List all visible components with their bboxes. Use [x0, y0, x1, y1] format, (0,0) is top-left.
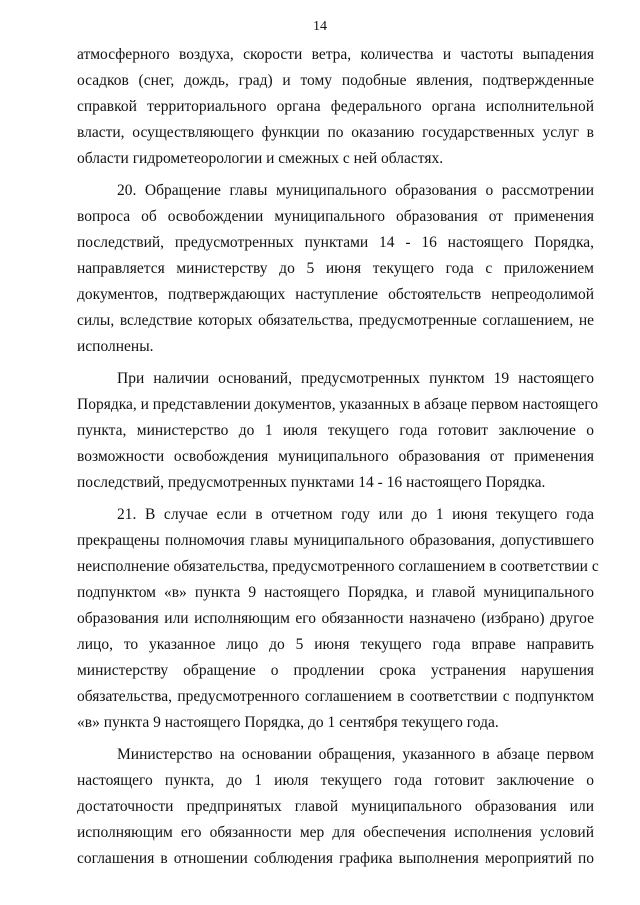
text-line: неисполнение обязательства, предусмотренного соглашением в соответствии с: [77, 558, 599, 575]
text-line: пункта, министерство до 1 июля текущего года готовит заключение о: [77, 422, 594, 439]
text-line: 20. Обращение главы муниципального образования о рассмотрении: [117, 182, 594, 199]
document-body: [77, 42, 599, 872]
text-line: области гидрометеорологии и смежных с ней областях.: [77, 150, 444, 167]
text-line: осадков (снег, дождь, град) и тому подобные явления, подтвержденные: [77, 72, 594, 89]
paragraph-continuation: [77, 42, 594, 172]
text-line: подпунктом «в» пункта 9 настоящего Порядка, и главой муниципального: [77, 584, 594, 601]
text-line: «в» пункта 9 настоящего Порядка, до 1 сентября текущего года.: [77, 714, 499, 731]
text-line: прекращены полномочия главы муниципального образования, допустившего: [77, 532, 594, 549]
text-line: исполнены.: [77, 338, 154, 355]
text-line: власти, осуществляющего функции по оказанию государственных услуг в: [77, 124, 594, 141]
text-line: исполняющим его обязанности мер для обеспечения исполнения условий: [77, 824, 594, 841]
text-line: соглашения в отношении соблюдения графика выполнения мероприятий по: [77, 850, 594, 867]
text-line: вопроса об освобождении муниципального образования от применения: [77, 208, 594, 225]
paragraph-item-21-second: [77, 742, 594, 872]
text-line: обязательства, предусмотренного соглашением в соответствии с подпунктом: [77, 688, 594, 705]
paragraph-item-20: [77, 178, 594, 360]
text-line: При наличии оснований, предусмотренных пунктом 19 настоящего: [117, 370, 594, 387]
text-line: образования или исполняющим его обязанности назначено (избрано) другое: [77, 610, 594, 627]
text-line: Порядка, и представлении документов, указанных в абзаце первом настоящего: [77, 396, 599, 413]
text-line: лицо, то указанное лицо до 5 июня текущего года вправе направить: [77, 636, 594, 653]
text-line: атмосферного воздуха, скорости ветра, количества и частоты выпадения: [77, 46, 594, 63]
text-line: документов, подтверждающих наступление обстоятельств непреодолимой: [77, 286, 594, 303]
paragraph-item-21: [77, 502, 599, 736]
text-line: направляется министерству до 5 июня текущего года с приложением: [77, 260, 594, 277]
text-line: министерству обращение о продлении срока устранения нарушения: [77, 662, 594, 679]
text-line: 21. В случае если в отчетном году или до 1 июня текущего года: [117, 506, 594, 523]
text-line: достаточности предпринятых главой муниципального образования или: [77, 798, 594, 815]
text-line: силы, вследствие которых обязательства, предусмотренные соглашением, не: [77, 312, 594, 329]
text-line: возможности освобождения муниципального образования от применения: [77, 448, 594, 465]
page-number: 14: [313, 19, 327, 34]
text-line: Министерство на основании обращения, указанного в абзаце первом: [117, 746, 594, 763]
text-line: последствий, предусмотренных пунктами 14 - 16 настоящего Порядка.: [77, 474, 546, 491]
paragraph-item-20-second: [77, 366, 599, 496]
text-line: последствий, предусмотренных пунктами 14 - 16 настоящего Порядка,: [77, 234, 594, 251]
text-line: настоящего пункта, до 1 июля текущего года готовит заключение о: [77, 772, 594, 789]
text-line: справкой территориального органа федерального органа исполнительной: [77, 98, 594, 115]
